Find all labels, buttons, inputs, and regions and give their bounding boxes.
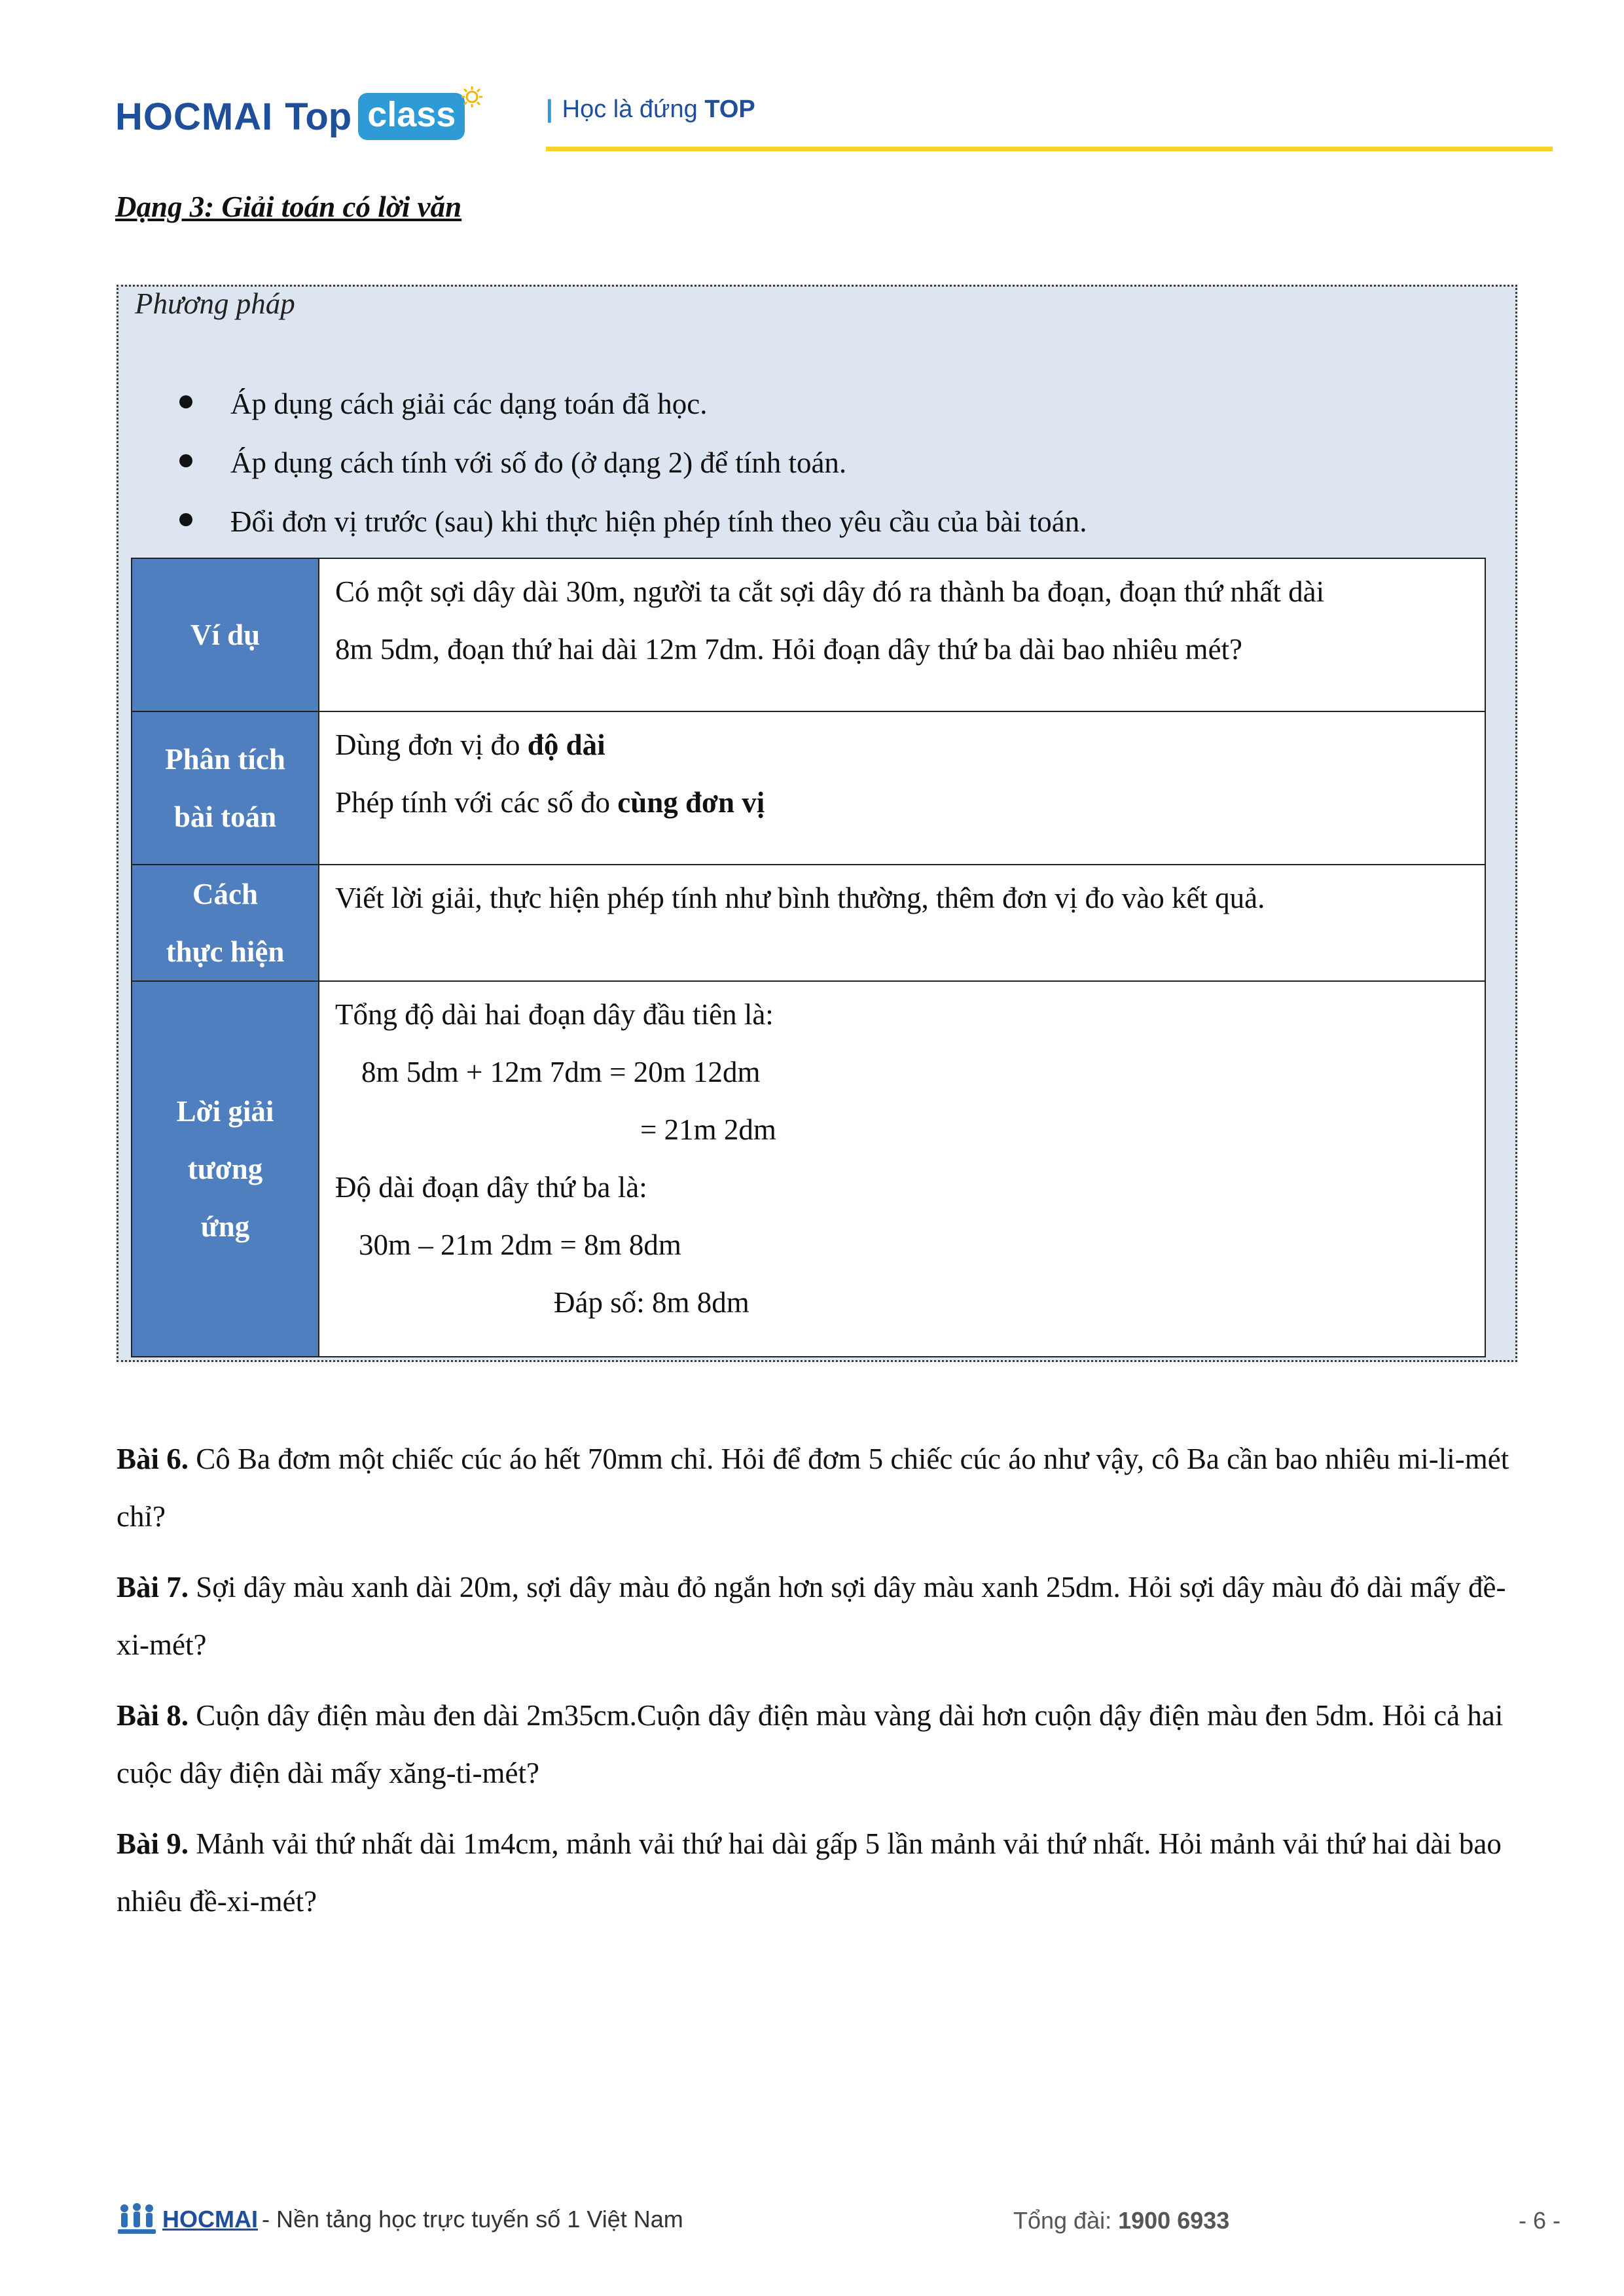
- hocmai-figures-icon: [115, 2203, 158, 2236]
- logo-top-text: Top: [285, 95, 352, 138]
- page-footer: [115, 2203, 1568, 2242]
- method-title: Phương pháp: [135, 287, 295, 320]
- bullet-dot-icon: [179, 454, 192, 467]
- label-analysis: Phân tích bài toán: [132, 711, 319, 865]
- method-bullet: Áp dụng cách giải các dạng toán đã học.: [177, 374, 1087, 433]
- footer-logo: [115, 2203, 683, 2236]
- method-bullet: Áp dụng cách tính với số đo (ở dạng 2) để tính toán.: [177, 433, 1087, 492]
- footer-hotline: Tổng đài: 1900 6933: [1013, 2207, 1230, 2234]
- content-analysis: Dùng đơn vị đo độ dài Phép tính với các số đo cùng đơn vị: [319, 711, 1485, 865]
- header-rule: [546, 147, 1553, 151]
- logo-class-badge: class: [358, 93, 465, 140]
- table-row-solution: [132, 981, 1485, 1357]
- label-example: Ví dụ: [132, 558, 319, 711]
- header-tagline: [546, 96, 755, 124]
- table-row-example: [132, 558, 1485, 711]
- hocmai-topclass-logo: [115, 90, 483, 143]
- tagline-text: Học là đứng: [562, 96, 705, 123]
- label-method: Cách thực hiện: [132, 865, 319, 981]
- tagline-top: TOP: [704, 96, 755, 123]
- content-method: Viết lời giải, thực hiện phép tính như bình thường, thêm đơn vị đo vào kết quả.: [319, 865, 1485, 981]
- section-title: Dạng 3: Giải toán có lời văn: [115, 190, 462, 223]
- tagline-separator: |: [546, 96, 553, 123]
- method-bullets: [177, 374, 1087, 551]
- example-table: [131, 558, 1486, 1357]
- logo-hocmai-text: HOCMAI: [115, 95, 274, 138]
- bullet-dot-icon: [179, 395, 192, 408]
- content-solution: Tổng độ dài hai đoạn dây đầu tiên là: 8m 5dm + 12m 7dm = 20m 12dm = 21m 2dm Độ dài đoạn dây thứ ba là: 30m – 21m 2dm = 8m 8dm Đáp số: 8m 8dm: [319, 981, 1485, 1357]
- method-bullet: Đổi đơn vị trước (sau) khi thực hiện phép tính theo yêu cầu của bài toán.: [177, 492, 1087, 551]
- exercise-9: Bài 9. Mảnh vải thứ nhất dài 1m4cm, mảnh vải thứ hai dài gấp 5 lần mảnh vải thứ nhất. Hỏi mảnh vải thứ hai dài bao nhiêu đề-xi-mét?: [117, 1827, 1502, 1918]
- exercise-7: Bài 7. Sợi dây màu xanh dài 20m, sợi dây màu đỏ ngắn hơn sợi dây màu xanh 25dm. Hỏi sợi dây màu đỏ dài mấy đề-xi-mét?: [117, 1571, 1506, 1661]
- page-number: - 6 -: [1519, 2207, 1561, 2234]
- sun-icon: [461, 86, 483, 108]
- exercise-list: [117, 1430, 1517, 1943]
- content-example: Có một sợi dây dài 30m, người ta cắt sợi dây đó ra thành ba đoạn, đoạn thứ nhất dài 8m 5dm, đoạn thứ hai dài 12m 7dm. Hỏi đoạn dây thứ ba dài bao nhiêu mét?: [319, 558, 1485, 711]
- exercise-8: Bài 8. Cuộn dây điện màu đen dài 2m35cm.Cuộn dây điện màu vàng dài hơn cuộn dậy điện màu đen 5dm. Hỏi cả hai cuộc dây điện dài mấy xăng-ti-mét?: [117, 1699, 1504, 1789]
- footer-brand-link[interactable]: HOCMAI: [162, 2206, 258, 2233]
- footer-slogan: - Nền tảng học trực tuyến số 1 Việt Nam: [262, 2206, 683, 2233]
- exercise-6: Bài 6. Cô Ba đơm một chiếc cúc áo hết 70mm chỉ. Hỏi để đơm 5 chiếc cúc áo như vậy, cô Ba cần bao nhiêu mi-li-mét chỉ?: [117, 1443, 1509, 1533]
- label-solution: Lời giải tương ứng: [132, 981, 319, 1357]
- table-row-method: [132, 865, 1485, 981]
- bullet-dot-icon: [179, 513, 192, 526]
- table-row-analysis: [132, 711, 1485, 865]
